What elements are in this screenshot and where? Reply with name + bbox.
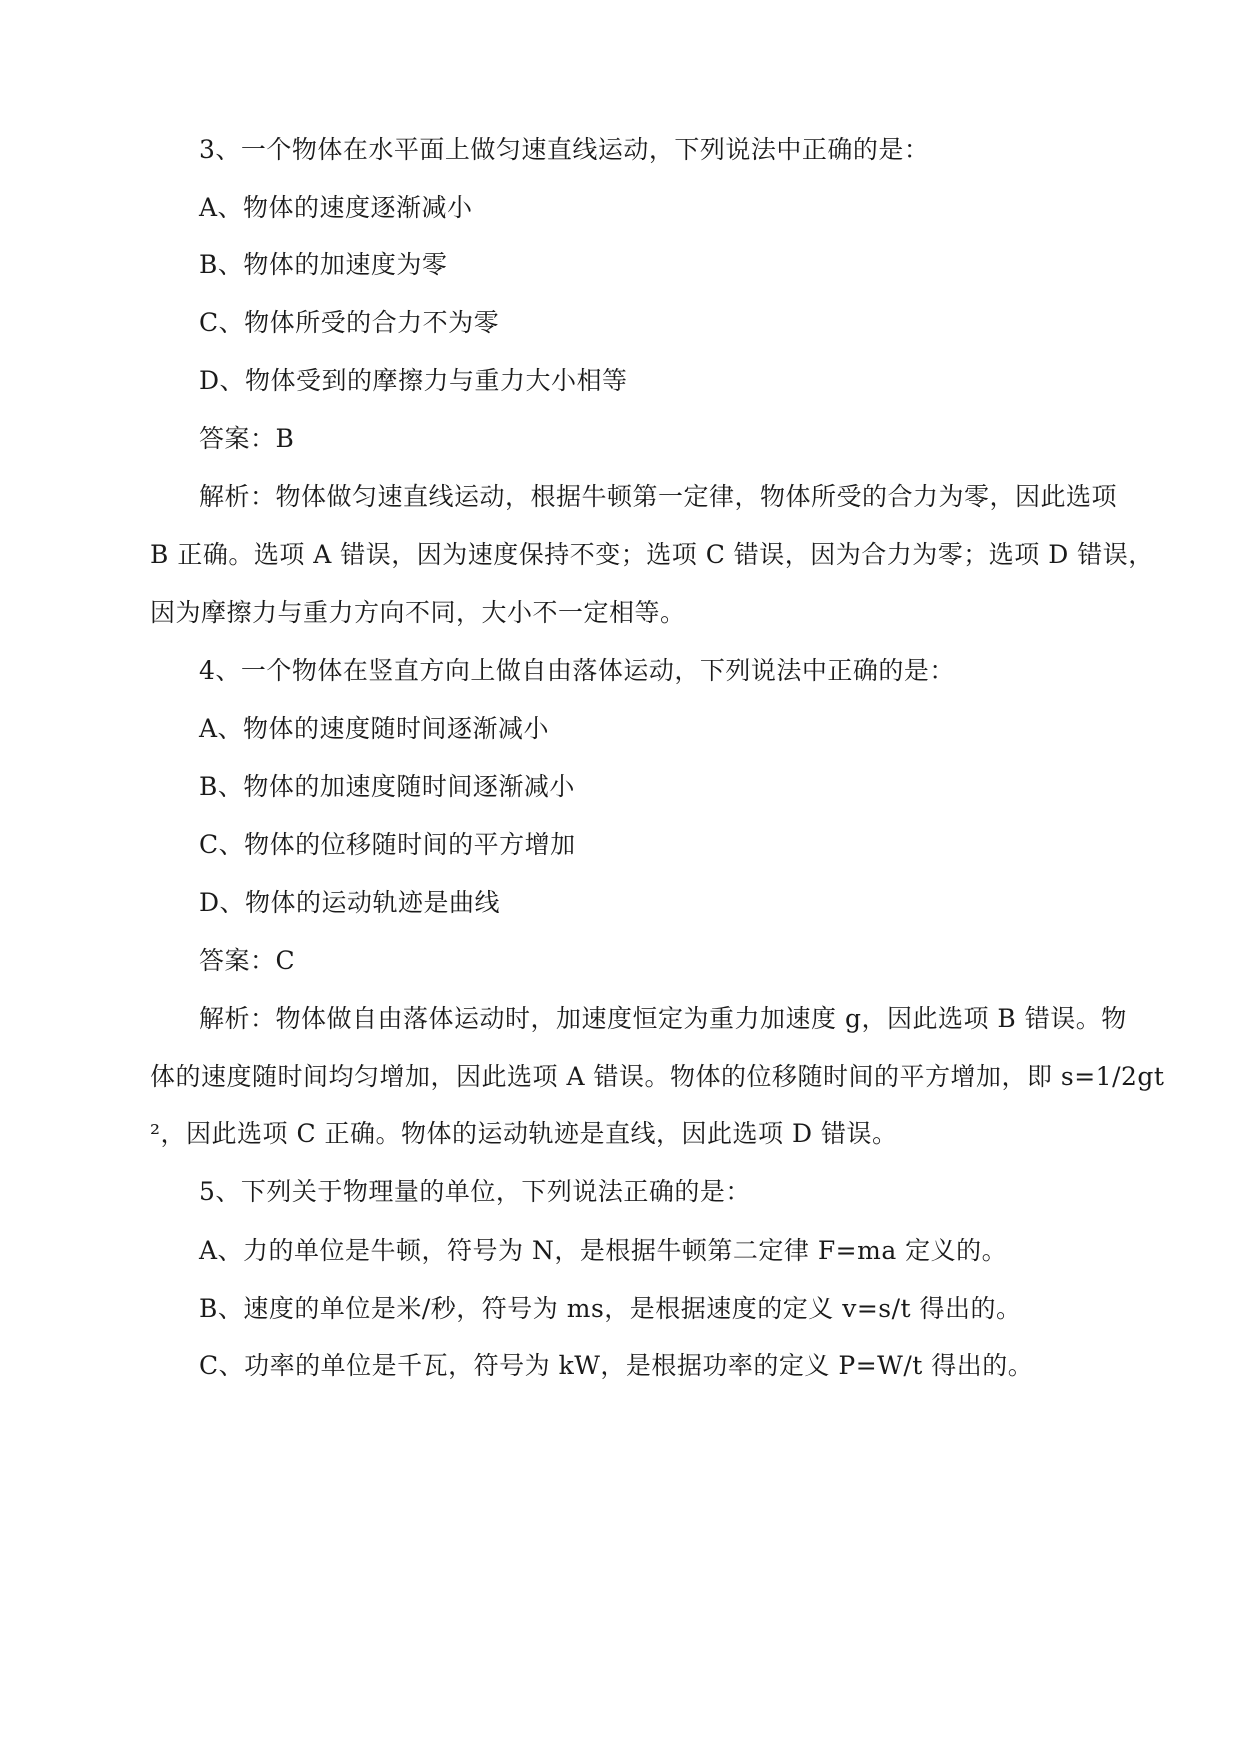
question-3-analysis-line-1: 解析：物体做匀速直线运动，根据牛顿第一定律，物体所受的合力为零，因此选项 [199,482,1118,511]
question-4-answer: 答案：C [199,946,296,975]
question-4-option-c: C、物体的位移随时间的平方增加 [199,830,576,859]
question-3-option-c: C、物体所受的合力不为零 [199,308,500,337]
question-3-text: 3、一个物体在水平面上做匀速直线运动，下列说法中正确的是： [199,135,930,164]
question-5-option-a: A、力的单位是牛顿，符号为 N，是根据牛顿第二定律 F=ma 定义的。 [199,1236,1008,1265]
question-4-option-b: B、物体的加速度随时间逐渐减小 [199,772,575,801]
question-3-answer: 答案：B [199,424,295,453]
question-3-analysis-line-2: B 正确。选项 A 错误，因为速度保持不变；选项 C 错误，因为合力为零；选项 D 错误， [150,540,1154,569]
question-4-option-d: D、物体的运动轨迹是曲线 [199,888,501,917]
question-3-option-a: A、物体的速度逐渐减小 [199,193,473,222]
question-4-analysis-line-2: 体的速度随时间均匀增加，因此选项 A 错误。物体的位移随时间的平方增加，即 s=1/2gt [150,1062,1165,1091]
question-3-option-d: D、物体受到的摩擦力与重力大小相等 [199,366,628,395]
question-3-analysis-line-3: 因为摩擦力与重力方向不同，大小不一定相等。 [150,598,686,627]
question-3-option-b: B、物体的加速度为零 [199,250,448,279]
question-5-option-b: B、速度的单位是米/秒，符号为 ms，是根据速度的定义 v=s/t 得出的。 [199,1294,1022,1323]
question-5-option-c: C、功率的单位是千瓦，符号为 kW，是根据功率的定义 P=W/t 得出的。 [199,1351,1034,1380]
question-4-analysis-line-3: ²，因此选项 C 正确。物体的运动轨迹是直线，因此选项 D 错误。 [150,1119,898,1148]
question-5-text: 5、下列关于物理量的单位，下列说法正确的是： [199,1177,751,1206]
question-4-text: 4、一个物体在竖直方向上做自由落体运动，下列说法中正确的是： [199,656,955,685]
question-4-option-a: A、物体的速度随时间逐渐减小 [199,714,550,743]
question-4-analysis-line-1: 解析：物体做自由落体运动时，加速度恒定为重力加速度 g，因此选项 B 错误。物 [199,1004,1127,1033]
